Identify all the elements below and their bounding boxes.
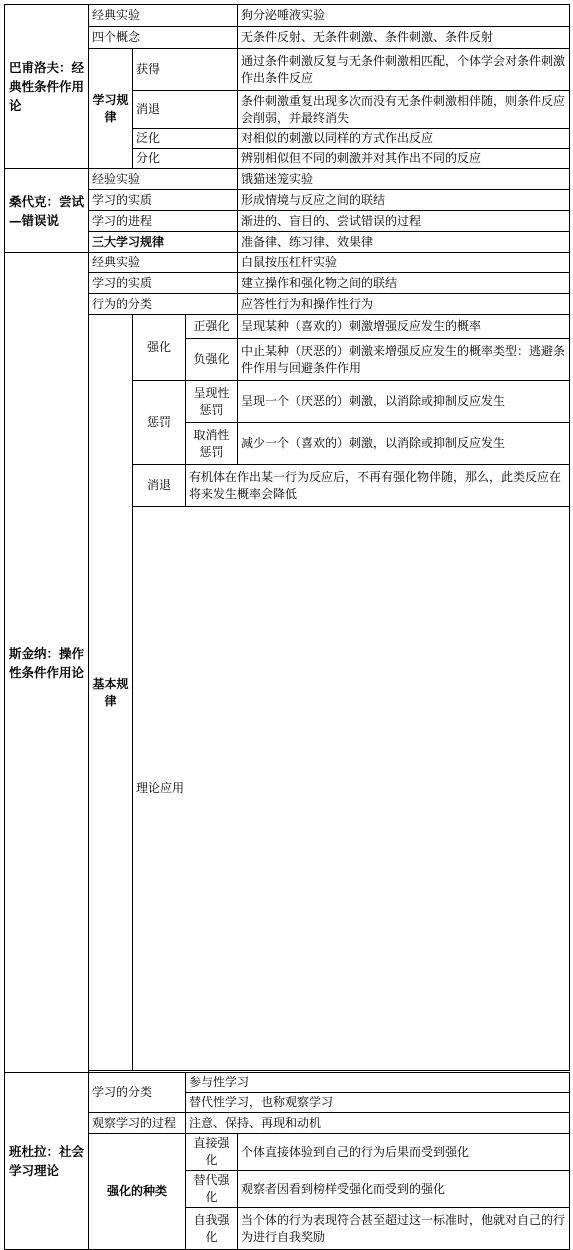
reinforcement-text: 呈现某种（喜欢的）刺激增强反应发生的概率 — [238, 315, 570, 339]
reinforcement-kind: 自我强化 — [186, 1208, 238, 1250]
table-row — [5, 315, 570, 339]
row-text: 白鼠按压杠杆实验 — [238, 253, 570, 273]
row-label: 理论应用 — [133, 507, 570, 1071]
row-label: 行为的分类 — [89, 294, 238, 315]
extinction-label: 消退 — [133, 465, 186, 507]
row-label: 观察学习的过程 — [89, 1113, 186, 1134]
row-label: 学习的进程 — [89, 211, 238, 232]
row-text: 渐进的、盲目的、尝试错误的过程 — [238, 211, 570, 232]
row-label: 经验实验 — [89, 169, 238, 190]
law-label: 基本规律 — [89, 315, 133, 1071]
row-label: 三大学习规律 — [89, 232, 238, 253]
law-item-text: 辨别相似但不同的刺激并对其作出不同的反应 — [238, 149, 570, 169]
row-text: 准备律、练习律、效果律 — [238, 232, 570, 253]
punishment-type: 呈现性惩罚 — [186, 381, 238, 423]
row-label: 学习的分类 — [89, 1073, 186, 1113]
row-label: 四个概念 — [89, 27, 238, 49]
row-text: 注意、保持、再现和动机 — [186, 1113, 570, 1134]
reinforcement-kinds-label: 强化的种类 — [89, 1134, 186, 1250]
extinction-text: 有机体在作出某一行为反应后，不再有强化物伴随，那么，此类反应在将来发生概率会降低 — [186, 465, 570, 507]
law-item-text: 通过条件刺激反复与无条件刺激相匹配，个体学会对条件刺激作出条件反应 — [238, 49, 570, 91]
reinforcement-type: 正强化 — [186, 315, 238, 339]
table-row — [5, 49, 570, 91]
law-item-label: 消退 — [133, 91, 238, 129]
table-row — [5, 211, 570, 232]
table-row — [5, 273, 570, 294]
row-label: 经典实验 — [89, 5, 238, 27]
table-row — [5, 169, 570, 190]
table-row — [5, 1073, 570, 1093]
law-item-text: 条件刺激重复出现多次而没有无条件刺激相伴随，则条件反应会削弱，并最终消失 — [238, 91, 570, 129]
row-text: 无条件反射、无条件刺激、条件刺激、条件反射 — [238, 27, 570, 49]
learning-theories-table — [4, 4, 570, 1250]
row-text: 狗分泌唾液实验 — [238, 5, 570, 27]
law-item-label: 分化 — [133, 149, 238, 169]
table-row — [5, 232, 570, 253]
table-row — [5, 27, 570, 49]
row-label: 学习的实质 — [89, 190, 238, 211]
law-item-label: 获得 — [133, 49, 238, 91]
punishment-type: 取消性惩罚 — [186, 423, 238, 465]
reinforcement-type: 负强化 — [186, 339, 238, 381]
theory-name-skinner: 斯金纳：操作性条件作用论 — [5, 253, 89, 1073]
row-label: 经典实验 — [89, 253, 238, 273]
reinforcement-kind: 直接强化 — [186, 1134, 238, 1171]
law-item-label: 泛化 — [133, 129, 238, 149]
reinforcement-kind-text: 个体直接体验到自己的行为后果而受到强化 — [238, 1134, 570, 1171]
law-item-text: 对相似的刺激以同样的方式作出反应 — [238, 129, 570, 149]
table-row — [5, 1134, 570, 1171]
row-text: 参与性学习 — [186, 1073, 570, 1093]
table-row — [5, 190, 570, 211]
reinforcement-kind: 替代强化 — [186, 1171, 238, 1208]
theory-name-thorndike: 桑代克：尝试—错误说 — [5, 169, 89, 253]
row-text: 应答性行为和操作性行为 — [238, 294, 570, 315]
reinforcement-label: 强化 — [133, 315, 186, 381]
table-row — [5, 294, 570, 315]
punishment-text: 减少一个（喜欢的）刺激，以消除或抑制反应发生 — [238, 423, 570, 465]
table-row — [5, 5, 570, 27]
table-row — [5, 253, 570, 273]
reinforcement-kind-text: 观察者因看到榜样受强化而受到的强化 — [238, 1171, 570, 1208]
law-label: 学习规律 — [89, 49, 133, 169]
reinforcement-kind-text: 当个体的行为表现符合甚至超过这一标准时，他就对自己的行为进行自我奖励 — [238, 1208, 570, 1250]
theory-name-bandura: 班杜拉：社会学习理论 — [5, 1073, 89, 1250]
punishment-label: 惩罚 — [133, 381, 186, 465]
row-text: 形成情境与反应之间的联结 — [238, 190, 570, 211]
punishment-text: 呈现一个（厌恶的）刺激，以消除或抑制反应发生 — [238, 381, 570, 423]
row-text: 建立操作和强化物之间的联结 — [238, 273, 570, 294]
theory-name-pavlov: 巴甫洛夫：经典性条件作用论 — [5, 5, 89, 169]
row-text: 替代性学习，也称观察学习 — [186, 1093, 570, 1113]
row-text: 饿猫迷笼实验 — [238, 169, 570, 190]
reinforcement-text: 中止某种（厌恶的）刺激来增强反应发生的概率类型：逃避条件作用与回避条件作用 — [238, 339, 570, 381]
row-label: 学习的实质 — [89, 273, 238, 294]
table-row — [5, 1113, 570, 1134]
